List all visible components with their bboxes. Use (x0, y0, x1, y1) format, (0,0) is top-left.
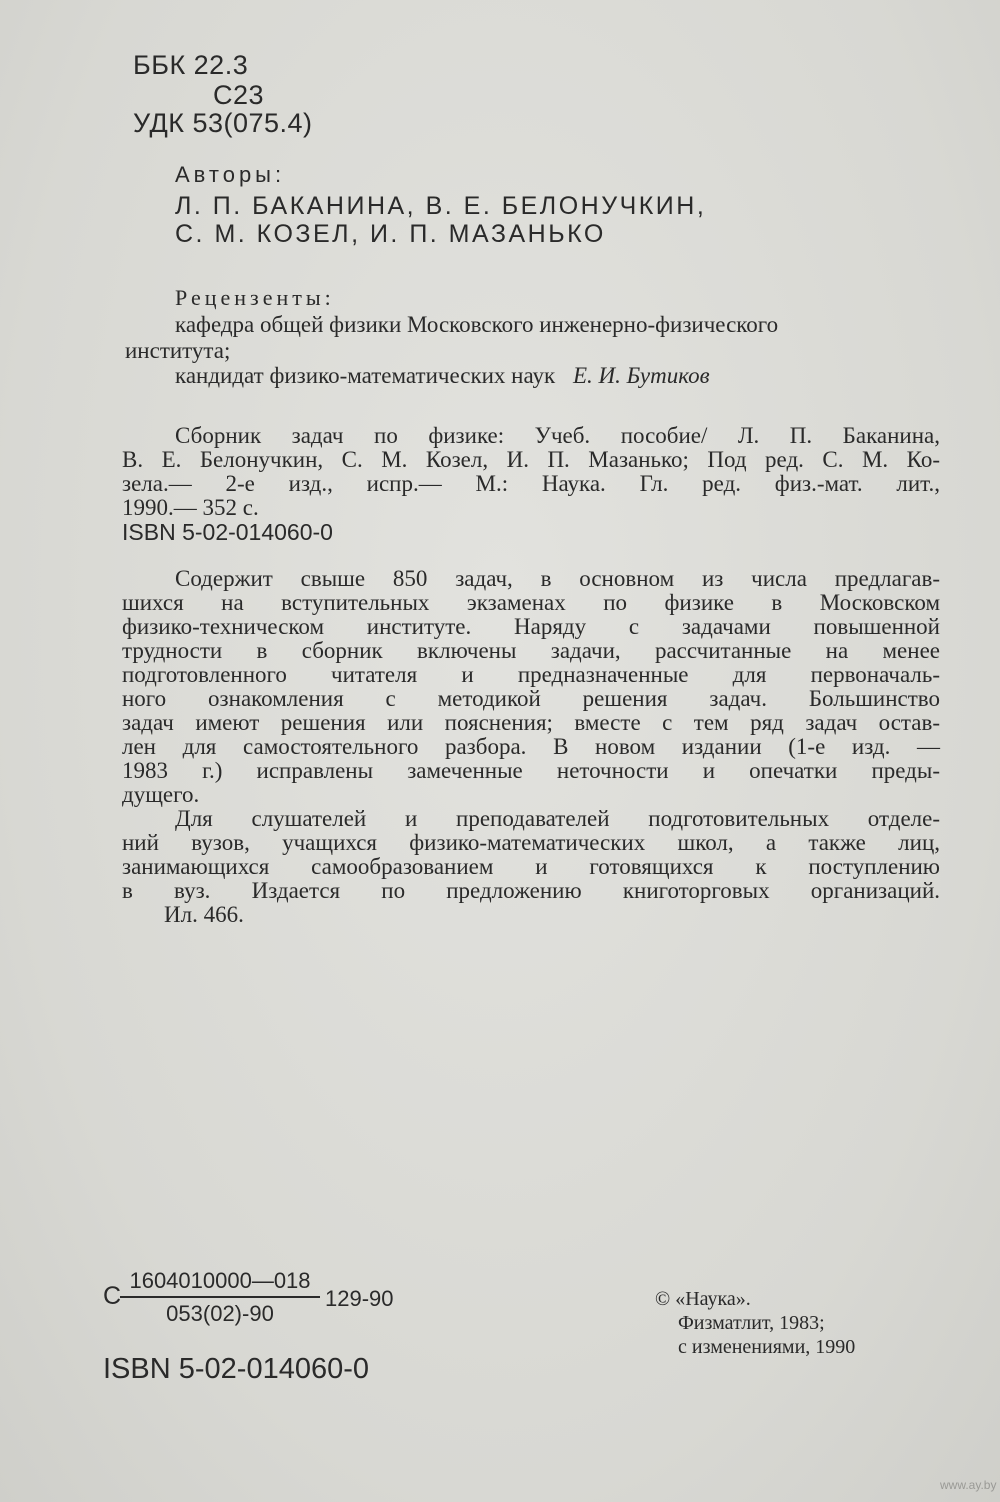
abstract-line: задач имеют решения или пояснения; вместе с тем ряд задач остав- (122, 710, 940, 735)
abstract-line: Содержит свыше 850 задач, в основном из числа предлагав- (175, 566, 940, 591)
udk-code: УДК 53(075.4) (133, 108, 313, 138)
fraction-numerator: 1604010000—018 (120, 1268, 320, 1298)
abstract-line: 1983 г.) исправлены замеченные неточности и опечатки преды- (122, 758, 940, 783)
audience-line: Для слушателей и преподавателей подготовительных отделе- (175, 806, 940, 831)
abstract (122, 567, 940, 927)
abstract-line: трудности в сборник включены задачи, рассчитанные на менее (122, 638, 940, 663)
footer-c-letter: С (103, 1282, 122, 1310)
abstract-line: лен для самостоятельного разбора. В новом издании (1-е изд. — (122, 734, 940, 759)
footer-code: 129-90 (325, 1286, 394, 1311)
abstract-line: ного ознакомления с методикой решения задач. Большинство (122, 686, 940, 711)
biblio-line-4: 1990.— 352 с. (122, 495, 259, 520)
footer-isbn: ISBN 5-02-014060-0 (103, 1353, 369, 1385)
abstract-line: подготовленного читателя и предназначенные для первоначаль- (122, 662, 940, 687)
copyright-line-3: с изменениями, 1990 (678, 1336, 856, 1358)
audience-line: ний вузов, учащихся физико-математических школ, а также лиц, (122, 830, 940, 855)
copyright-line-2: Физматлит, 1983; (678, 1312, 825, 1334)
biblio-line-1: Сборник задач по физике: Учеб. пособие/ Л. П. Баканина, (175, 423, 940, 448)
authors-label: Авторы: (175, 162, 286, 187)
reviewers-line-1: кафедра общей физики Московского инженерно-физического (175, 312, 779, 337)
illustrations-count: Ил. 466. (164, 902, 244, 927)
abstract-line: дущего. (122, 782, 200, 807)
audience-line: занимающихся самообразованием и готовящихся к поступлению (122, 854, 940, 879)
reviewer-name: Е. И. Бутиков (572, 363, 710, 388)
reviewers-label: Рецензенты: (175, 285, 335, 310)
biblio-isbn: ISBN 5-02-014060-0 (122, 519, 333, 545)
fraction-numerator-wrap (120, 1268, 320, 1327)
authors-line-2: С. М. КОЗЕЛ, И. П. МАЗАНЬКО (175, 220, 606, 248)
copyright-block (655, 1287, 855, 1359)
abstract-line: физико-техническом институте. Наряду с задачами повышенной (122, 614, 940, 639)
copyright-line-1: © «Наука». (655, 1288, 751, 1310)
reviewers-line-2: института; (125, 338, 231, 363)
reviewers-line-3 (175, 364, 710, 388)
reviewer-degree: кандидат физико-математических наук (175, 363, 556, 388)
biblio-line-2: В. Е. Белонучкин, С. М. Козел, И. П. Мазанько; Под ред. С. М. Ко- (122, 447, 940, 472)
classification-code: С23 (213, 80, 265, 110)
audience-line: в вуз. Издается по предложению книготорговых организаций. (122, 878, 940, 903)
abstract-line: шихся на вступительных экзаменах по физике в Московском (122, 590, 940, 615)
fraction-denominator: 053(02)-90 (166, 1301, 274, 1326)
watermark: www.ay.by (940, 1478, 997, 1492)
bibliographic-description (122, 424, 940, 544)
bbk-code: ББК 22.3 (133, 50, 249, 80)
biblio-line-3: зела.— 2-е изд., испр.— М.: Наука. Гл. ред. физ.-мат. лит., (122, 471, 940, 496)
authors-line-1: Л. П. БАКАНИНА, В. Е. БЕЛОНУЧКИН, (175, 192, 707, 220)
